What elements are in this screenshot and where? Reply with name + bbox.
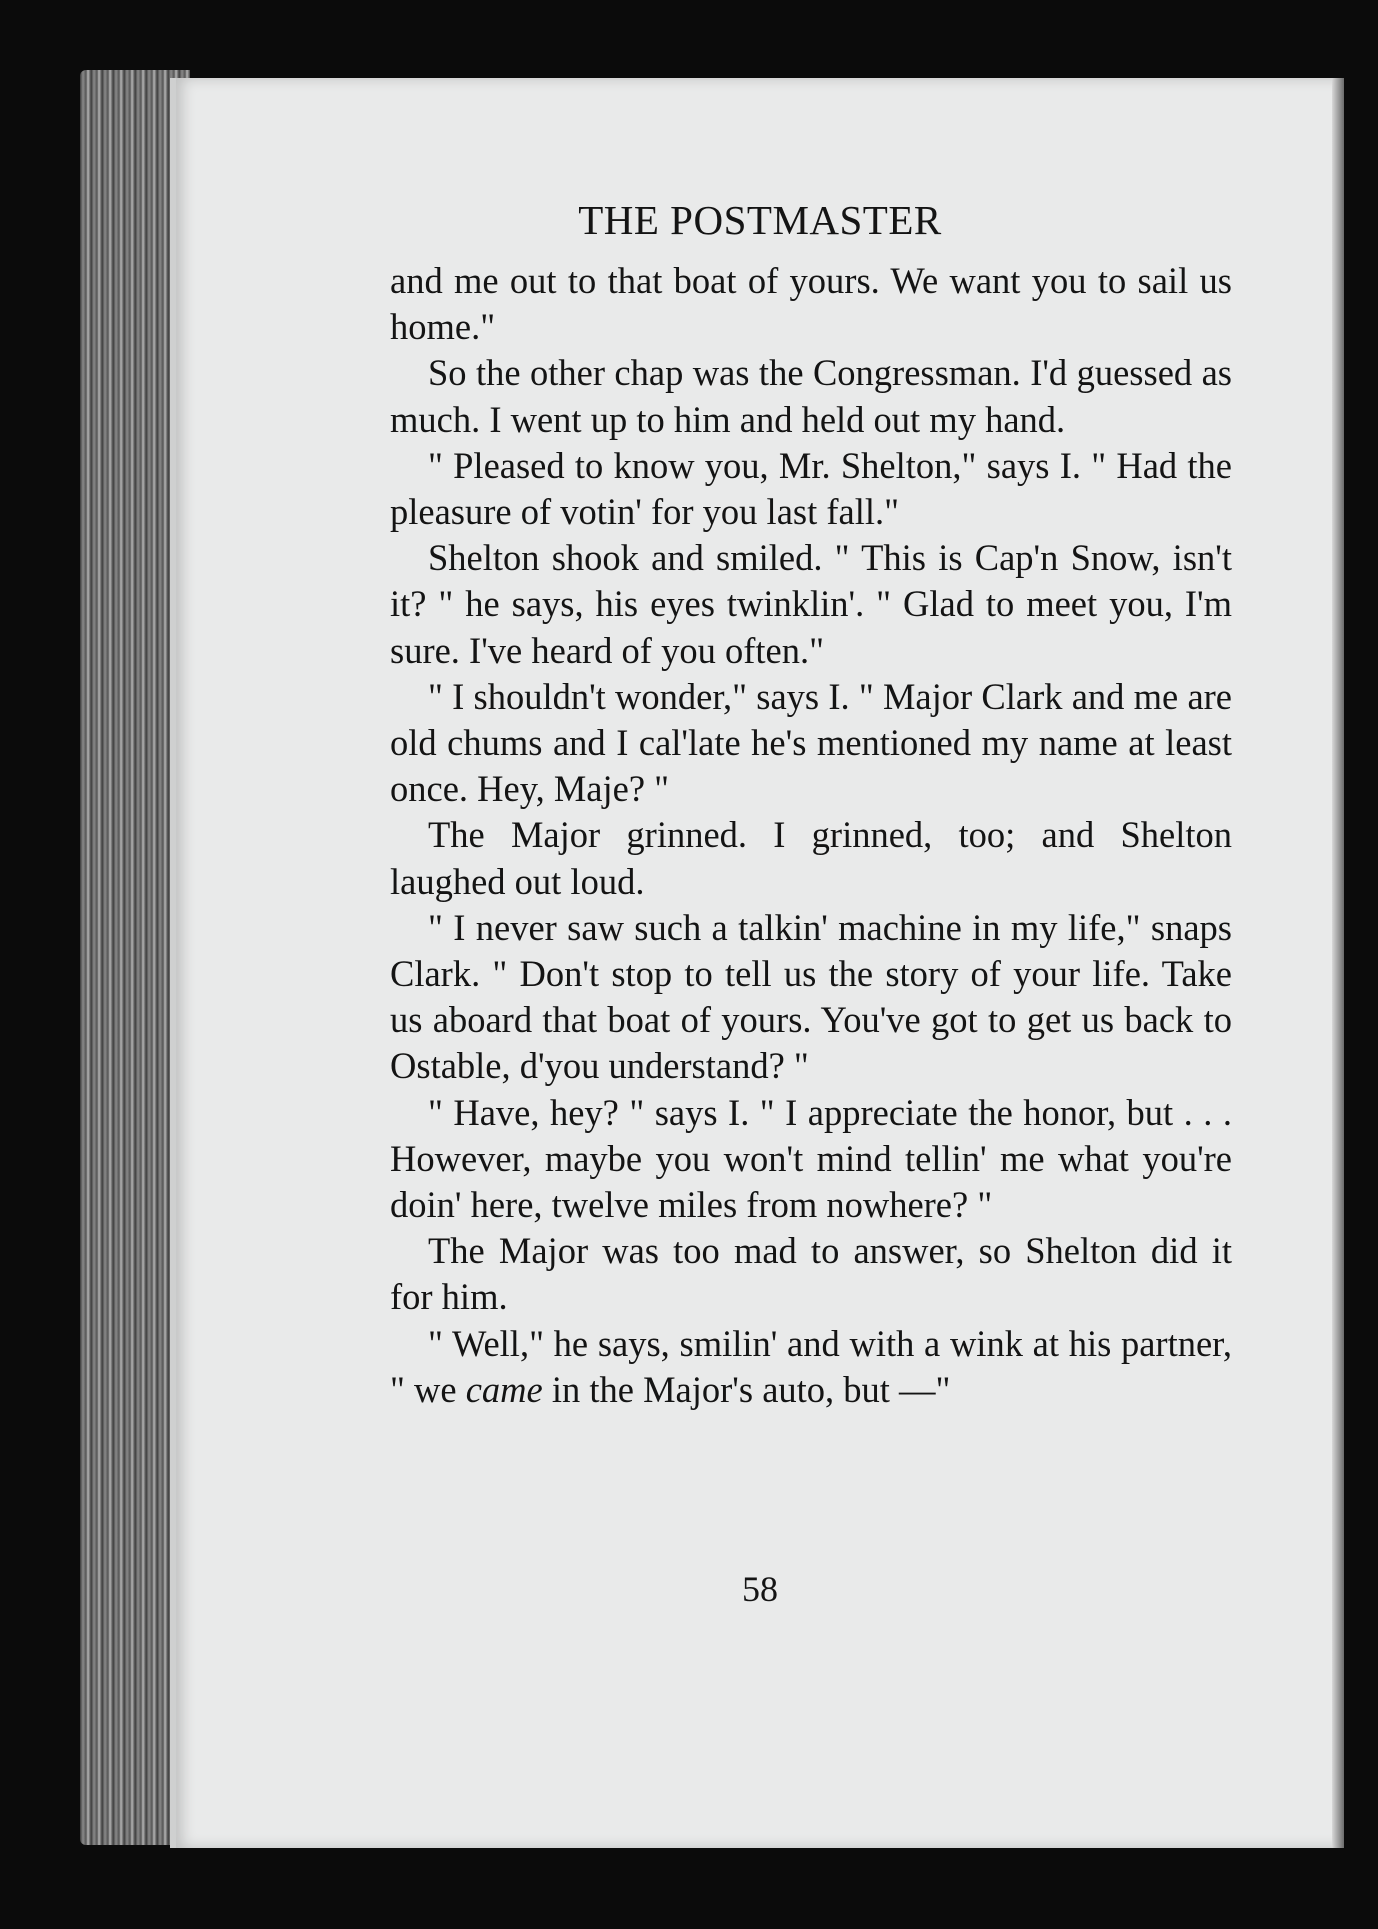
- paragraph: " I never saw such a talkin' machine in my life," snaps Clark. " Don't stop to tell us the story of your life. Take us aboard that boat of yours. You've got to get us back to Ostable, d'you understand? ": [390, 906, 1232, 1087]
- paragraph: " Pleased to know you, Mr. Shelton," says I. " Had the pleasure of votin' for you last fall.": [390, 444, 1232, 533]
- paragraph-text: in the Major's auto, but —": [542, 1368, 951, 1410]
- paragraph: The Major was too mad to answer, so Shelton did it for him.: [390, 1230, 1232, 1318]
- paragraph: So the other chap was the Congressman. I'd guessed as much. I went up to him and held out my hand.: [390, 352, 1232, 440]
- running-head: THE POSTMASTER: [578, 197, 942, 243]
- book-page: [170, 78, 1344, 1848]
- paragraph-text: " Well," he says, smilin' and with a wink at his partner, " we: [390, 1322, 1232, 1410]
- italic-word: came: [465, 1368, 543, 1410]
- paragraph: " Have, hey? " says I. " I appreciate the honor, but . . . However, maybe you won't mind tellin' me what you're doin' here, twelve miles from nowhere? ": [390, 1091, 1232, 1226]
- body-text: [390, 258, 1232, 1413]
- paragraph: Shelton shook and smiled. " This is Cap'n Snow, isn't it? " he says, his eyes twinklin'. " Glad to meet you, I'm sure. I've heard of you often.": [390, 537, 1232, 671]
- paragraph: " I shouldn't wonder," says I. " Major Clark and me are old chums and I cal'late he's mentioned my name at least once. Hey, Maje? ": [390, 675, 1232, 810]
- paragraph-last: [390, 1321, 1232, 1413]
- page-number: 58: [742, 1569, 778, 1609]
- paragraph: The Major grinned. I grinned, too; and Shelton laughed out loud.: [390, 814, 1232, 902]
- paragraph: and me out to that boat of yours. We want you to sail us home.": [390, 260, 1232, 348]
